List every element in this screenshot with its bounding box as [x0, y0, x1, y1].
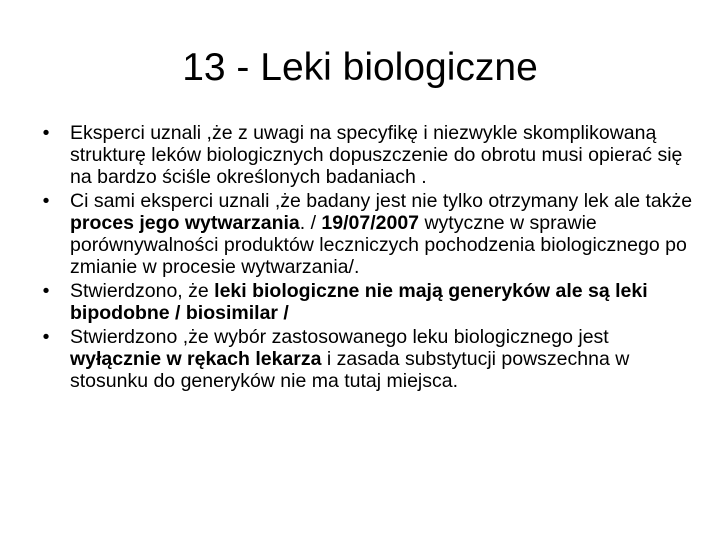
text-segment: i zasada substytucji powszechna w stosunku do generyków nie ma tutaj miejsca. — [70, 348, 630, 392]
bullet-dot-icon: • — [42, 326, 50, 348]
bullet-item-3 — [36, 280, 696, 324]
bullet-text: Eksperci uznali ,że z uwagi na specyfikę i niezwykle skomplikowaną strukturę leków biologicznych dopuszczenie do obrotu musi opierać się na bardzo ściśle określonych badaniach . — [70, 122, 683, 188]
bullet-dot-icon: • — [42, 280, 50, 302]
bullet-dot-icon: • — [42, 122, 50, 144]
bold-text-segment: wyłącznie w rękach lekarza — [70, 348, 322, 370]
bullet-list — [36, 122, 696, 394]
text-segment: Stwierdzono, że — [70, 280, 215, 302]
date-text: 19/07/2007 — [321, 212, 420, 234]
text-segment: . / — [299, 212, 322, 234]
bold-text-segment: leki biologiczne nie mają generyków ale są leki bipodobne / biosimilar / — [70, 280, 648, 324]
text-segment: Ci sami eksperci uznali ,że badany jest nie tylko otrzymany lek ale także — [70, 190, 693, 212]
slide-title: 13 - Leki biologiczne — [182, 46, 538, 89]
text-segment: Stwierdzono ,że wybór zastosowanego leku biologicznego jest — [70, 326, 609, 348]
bullet-dot-icon: • — [42, 190, 50, 212]
bullet-item-1 — [36, 122, 696, 188]
text-segment: wytyczne w sprawie porównywalności produktów leczniczych pochodzenia biologicznego po zmianie w procesie wytwarzania/. — [70, 212, 687, 278]
bullet-text — [70, 326, 629, 392]
bold-text-segment: proces jego wytwarzania — [70, 212, 300, 234]
bullet-text — [70, 280, 648, 324]
bullet-item-4 — [36, 326, 696, 392]
bullet-text — [70, 190, 692, 278]
bullet-item-2 — [36, 190, 696, 278]
